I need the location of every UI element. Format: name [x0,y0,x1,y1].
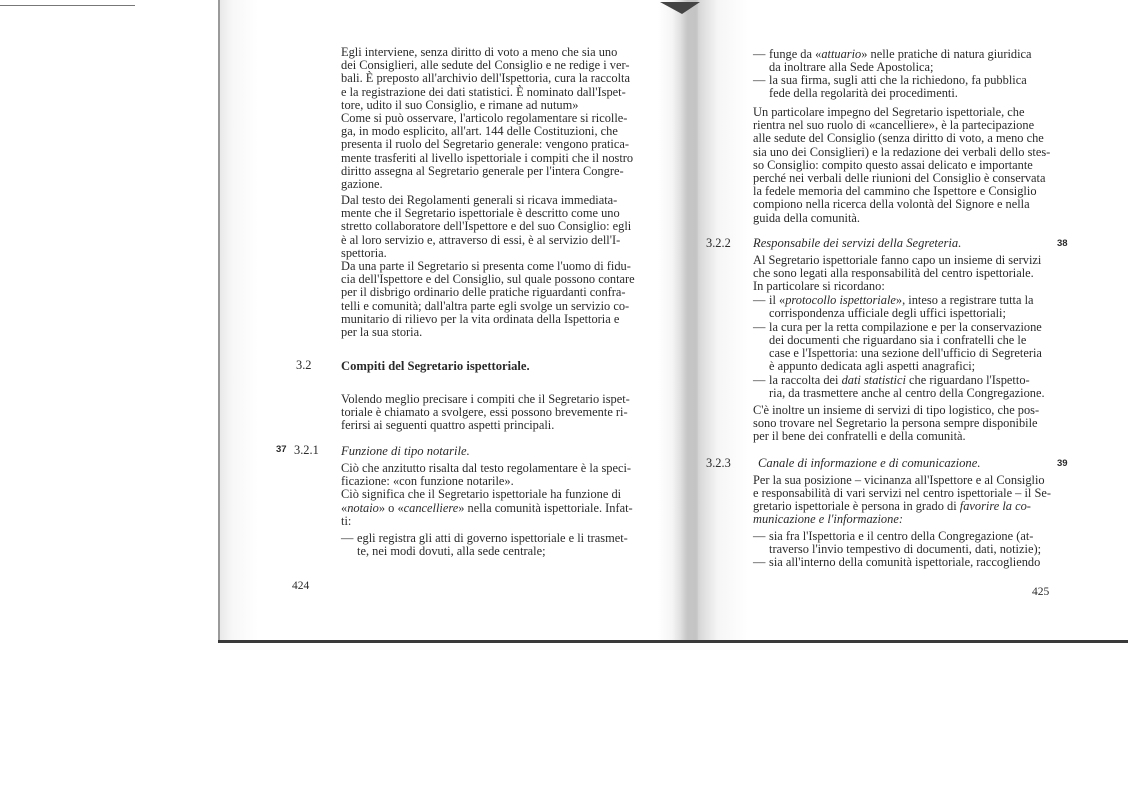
text-line: ga, in modo esplicito, all'art. 144 delle Costituzioni, che [341,124,618,139]
text-line: dei Consiglieri, alle sedute del Consiglio e ne redige i ver- [341,58,630,73]
text-line: sia uno dei Consiglieri) e la redazione dei verbali dello stes- [753,144,1051,159]
text-line: per il bene dei confratelli e della comunità. [753,429,966,444]
bullet-item: — sia fra l'Ispettoria e il centro della Congregazione (at- traverso l'invio tempestivo di documenti, dati, notizie); [753,529,1042,556]
text-line: spettoria. [341,245,387,260]
paragraph [753,404,1049,444]
text-line: che sono legati alla responsabilità del centro ispettoriale. [753,266,1034,281]
text-line: tore, udito il suo Consiglio, e rimane ad nutum» [341,97,579,112]
subsection-number: 3.2.1 [294,443,319,457]
text-line: gazione. [341,177,383,192]
text-line: diritto assegna al Segretario generale per l'intera Congre- [341,163,624,178]
text-line: alle sedute del Consiglio (senza diritto di voto, a meno che [753,131,1044,146]
paragraph [753,254,1049,294]
text-line: Dal testo dei Regolamenti generali si ricava immediata- [341,193,618,207]
text-line: cia dell'Ispettore e del Consiglio, sul quale possono contare [341,272,635,287]
text-line: mente trasferiti al livello ispettoriale i compiti che il nostro [341,150,634,165]
text-line: rientra nel suo ruolo di «cancelliere», è la partecipazione [753,118,1035,133]
text-line: In particolare si ricordano: [753,279,885,294]
text-line: per la sua storia. [341,325,423,340]
text-line: presenta il ruolo del Segretario generale: vengono pratica- [341,137,629,152]
text-line: mente che il Segretario ispettoriale è descritto come uno [341,206,620,221]
text-line: munitario di rilievo per la vita ordinata della Ispettoria e [341,311,620,326]
bullet-item: — egli registra gli atti di governo ispettoriale e li trasmet- te, nei modi dovuti, alla sede centrale; [341,531,628,558]
text-line: Egli interviene, senza diritto di voto a meno che sia uno [341,45,618,59]
text-line: stretto collaboratore dell'Ispettore e del suo Consiglio: egli [341,219,632,234]
subsection-title: Canale di informazione e di comunicazione. [758,456,981,470]
section-number: 3.2 [296,358,312,372]
text-line: C'è inoltre un insieme di servizi di tipo logistico, che pos- [753,403,1040,417]
scan-edge-line [0,5,135,6]
text-line: toriale è chiamato a svolgere, essi possono brevemente ri- [341,405,628,420]
margin-number: 39 [1057,458,1068,469]
subsection-title: Funzione di tipo notarile. [341,444,470,458]
paragraph-line: gretario ispettoriale è persona in grado di favorire la co- municazione e l'informazione: [753,499,1031,527]
page-number: 424 [292,580,310,592]
bullet-item: — la cura per la retta compilazione e per la conservazione dei documenti che riguardano sia i confratelli che le case e l'Ispettoria: una sezione dell'ufficio di Segreteria è appunto dedicata agli aspetti anagrafici; [753,320,1042,373]
paragraph [341,46,641,191]
subsection-title: Responsabile dei servizi della Segreteria. [753,236,962,250]
bullet-item: — sia all'interno della comunità ispettoriale, raccogliendo [753,555,1041,569]
margin-number: 38 [1057,238,1068,249]
text-line: è al loro servizio e, attraverso di essi, è al servizio dell'I- [341,232,621,247]
text-line: e la registrazione dei dati statistici. È nominato dall'Ispet- [341,84,626,99]
text-line: guida della comunità. [753,210,861,225]
subsection-number: 3.2.3 [706,456,731,470]
text-line: Ciò significa che il Segretario ispettoriale ha funzione di [341,487,622,502]
text-line: compiono nella ricerca della volontà del Signore e nella [753,197,1030,212]
paragraph [341,462,641,502]
page-number: 425 [1032,586,1050,598]
text-line: Un particolare impegno del Segretario ispettoriale, che [753,105,1025,119]
bullet-item: — funge da «attuario» nelle pratiche di natura giuridica da inoltrare alla Sede Apostolica; [753,47,1032,74]
paragraph [753,474,1049,500]
paragraph [753,106,1049,225]
text-line: bali. È preposto all'archivio dell'Ispettoria, cura la raccolta [341,71,630,86]
text-line: la fedele memoria del cammino che Ispettore e Consiglio [753,184,1037,199]
text-line: ferirsi ai seguenti quattro aspetti principali. [341,418,555,433]
text-line: Come si può osservare, l'articolo regolamentare si ricolle- [341,111,628,126]
text-line: Da una parte il Segretario si presenta come l'uomo di fidu- [341,259,631,274]
paragraph [341,194,641,339]
margin-number: 37 [276,444,287,455]
section-title: Compiti del Segretario ispettoriale. [341,359,530,373]
text-line: ficazione: «con funzione notarile». [341,474,514,489]
text-line: e responsabilità di vari servizi nel centro ispettoriale – il Se- [753,486,1051,501]
text-line: sono trovare nel Segretario la persona sempre disponibile [753,416,1038,431]
text-line: Volendo meglio precisare i compiti che il Segretario ispet- [341,392,630,406]
bullet-item: — la sua firma, sugli atti che la richiedono, fa pubblica fede della regolarità dei procedimenti. [753,73,1027,100]
binding-mark-icon [660,0,700,16]
bullet-item: — la raccolta dei dati statistici che riguardano l'Ispetto- ria, da trasmettere anche al centro della Congregazione. [753,373,1045,400]
text-line: Ciò che anzitutto risalta dal testo regolamentare è la speci- [341,461,632,475]
text-line: per il disbrigo ordinario delle pratiche riguardanti confra- [341,285,626,300]
gutter-shadow [672,0,698,640]
subsection-number: 3.2.2 [706,236,731,250]
text-line: perché nei verbali delle riunioni del Consiglio è conservata [753,171,1046,186]
paragraph-line: «notaio» o «cancelliere» nella comunità ispettoriale. Infat- ti: [341,501,633,529]
text-line: Per la sua posizione – vicinanza all'Ispettore e al Consiglio [753,473,1045,487]
text-line: Al Segretario ispettoriale fanno capo un insieme di servizi [753,253,1042,267]
text-line: so Consiglio: compito questo assai delicato e importante [753,157,1033,172]
paragraph [341,393,641,433]
page-edge [218,0,220,640]
bullet-item: — il «protocollo ispettoriale», inteso a registrare tutta la corrispondenza ufficiale degli uffici ispettoriali; [753,293,1034,320]
spread-bottom-edge [218,640,1128,643]
text-line: telli e comunità; dall'altra parte egli svolge un servizio co- [341,298,630,313]
